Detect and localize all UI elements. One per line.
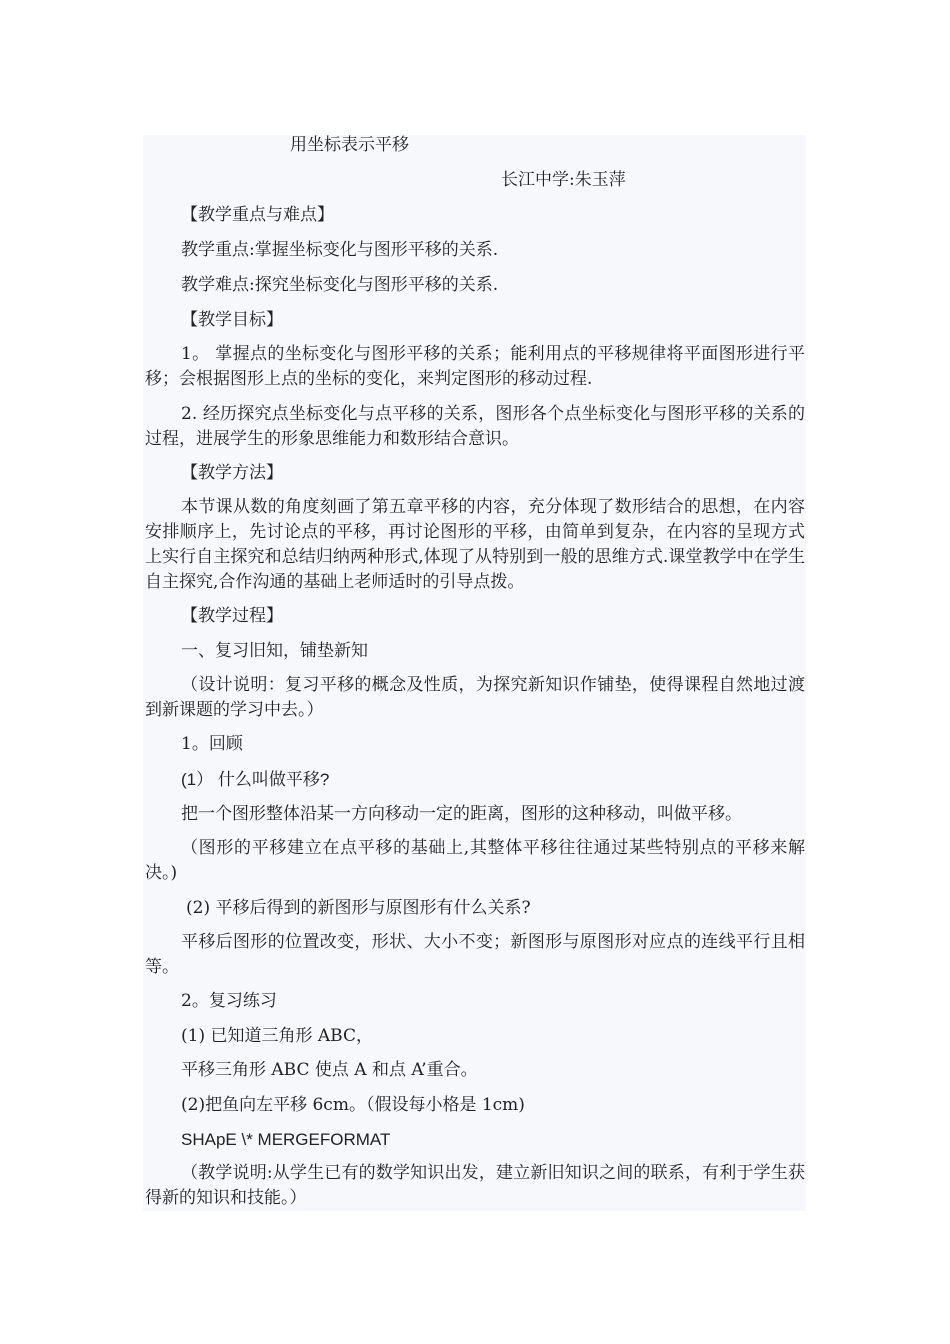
section-heading-focus: 【教学重点与难点】: [181, 205, 334, 225]
review-heading: 1。回顾: [181, 734, 243, 754]
question-2: (2) 平移后得到的新图形与原图形有什么关系?: [186, 898, 531, 918]
section-heading-goals: 【教学目标】: [181, 310, 283, 330]
goal-1: 1。 掌握点的坐标变化与图形平移的关系；能利用点的平移规律将平面图形进行平移；会根据图形上点的坐标的变化，来判定图形的移动过程.: [145, 344, 805, 389]
question-1: (1） 什么叫做平移?: [181, 770, 330, 789]
teaching-note: （教学说明:从学生已有的数学知识出发，建立新旧知识之间的联系，有利于学生获得新的知识和技能。）: [145, 1163, 805, 1208]
document-author: 长江中学:朱玉萍: [501, 170, 626, 190]
difficult-point: 教学难点:探究坐标变化与图形平移的关系.: [181, 275, 499, 295]
goal-2: 2. 经历探究点坐标变化与点平移的关系，图形各个点坐标变化与图形平移的关系的过程，进展学生的形象思维能力和数形结合意识。: [145, 404, 805, 449]
section-heading-method: 【教学方法】: [181, 463, 283, 483]
practice-heading: 2。复习练习: [181, 991, 277, 1011]
focus-point: 教学重点:掌握坐标变化与图形平移的关系.: [181, 240, 499, 260]
design-note: （设计说明：复习平移的概念及性质，为探究新知识作铺垫，使得课程自然地过渡到新课题的学习中去。）: [145, 675, 805, 720]
answer-1: 把一个图形整体沿某一方向移动一定的距离，图形的这种移动，叫做平移。: [181, 804, 742, 824]
exercise-2: (2)把鱼向左平移 6cm。（假设每小格是 1cm): [181, 1095, 525, 1115]
process-step-1: 一、复习旧知，铺垫新知: [181, 641, 368, 661]
note-1: （图形的平移建立在点平移的基础上,其整体平移往往通过某些特别点的平移来解决。): [145, 838, 805, 883]
shape-field-code: SHApE \* MERGEFORMAT: [181, 1130, 391, 1149]
exercise-1-instruction: 平移三角形 ABC 使点 A 和点 A’重合。: [181, 1060, 478, 1080]
exercise-1: (1) 已知道三角形 ABC，: [181, 1026, 373, 1046]
answer-2: 平移后图形的位置改变，形状、大小不变；新图形与原图形对应点的连线平行且相等。: [145, 932, 805, 977]
method-paragraph: 本节课从数的角度刻画了第五章平移的内容，充分体现了数形结合的思想，在内容安排顺序上，先讨论点的平移，再讨论图形的平移，由简单到复杂，在内容的呈现方式上实行自主探究和总结归纳两种形式,体现了从特别到一般的思维方式.课堂教学中在学生自主探究,合作沟通的基础上老师适时的引导点拨。: [145, 497, 805, 592]
section-heading-process: 【教学过程】: [181, 606, 283, 626]
document-title: 用坐标表示平移: [290, 135, 409, 155]
